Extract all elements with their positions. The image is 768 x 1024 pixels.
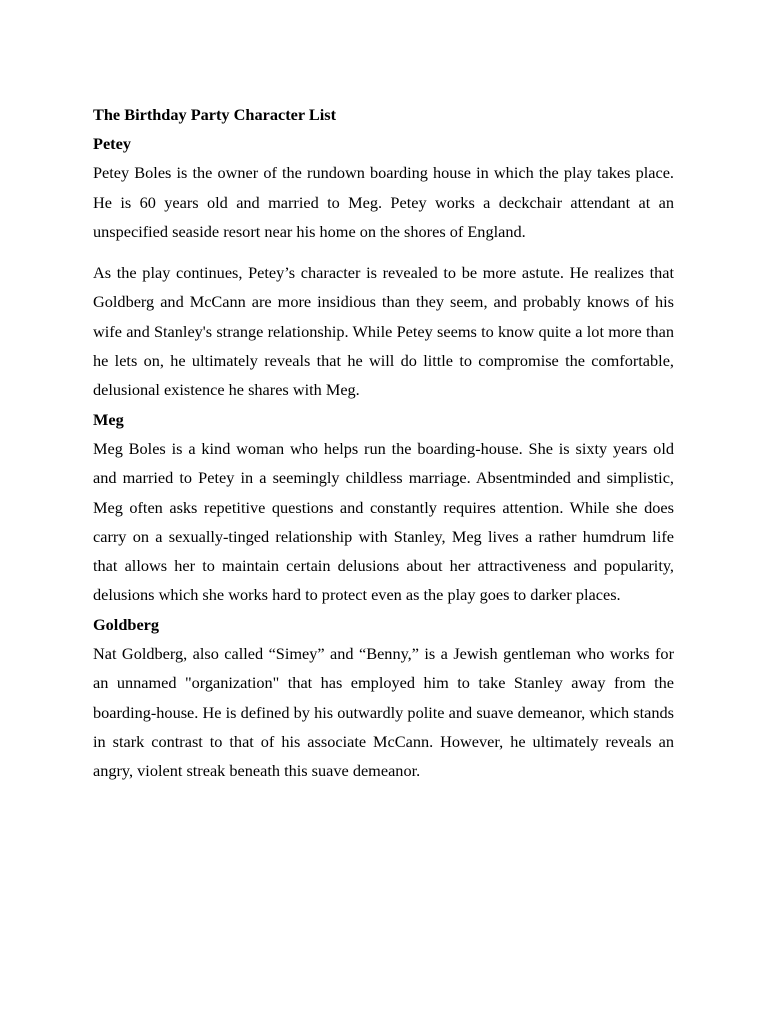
document-title: The Birthday Party Character List [93, 105, 336, 124]
section-heading-goldberg: Goldberg [93, 614, 160, 634]
goldberg-paragraph-1: Nat Goldberg, also called “Simey” and “Benny,” is a Jewish gentleman who works for an unnamed "organization" that has employed him to take Stanley away from the boarding-house. He is defined by his outwardly polite and suave demeanor, which stands in stark contrast to that of his associate McCann. However, he ultimately reveals an angry, violent streak beneath this suave demeanor. [93, 644, 674, 781]
petey-paragraph-1: Petey Boles is the owner of the rundown boarding house in which the play takes place. He is 60 years old and married to Meg. Petey works a deckchair attendant at an unspecified seaside resort near his home on the shores of England. [93, 163, 674, 241]
petey-paragraph-2: As the play continues, Petey’s character is revealed to be more astute. He realizes that Goldberg and McCann are more insidious than they seem, and probably knows of his wife and Stanley's strange relationship. While Petey seems to know quite a lot more than he lets on, he ultimately reveals that he will do little to compromise the comfortable, delusional existence he shares with Meg. [93, 263, 674, 400]
section-heading-meg: Meg [93, 409, 124, 429]
meg-paragraph-1: Meg Boles is a kind woman who helps run the boarding-house. She is sixty years old and married to Petey in a seemingly childless marriage. Absentminded and simplistic, Meg often asks repetitive questions and constantly requires attention. While she does carry on a sexually-tinged relationship with Stanley, Meg lives a rather humdrum life that allows her to maintain certain delusions about her attractiveness and popularity, delusions which she works hard to protect even as the play goes to darker places. [93, 438, 674, 605]
paragraph-gap [93, 246, 674, 258]
section-heading-petey: Petey [93, 134, 131, 153]
document-page [93, 100, 674, 786]
